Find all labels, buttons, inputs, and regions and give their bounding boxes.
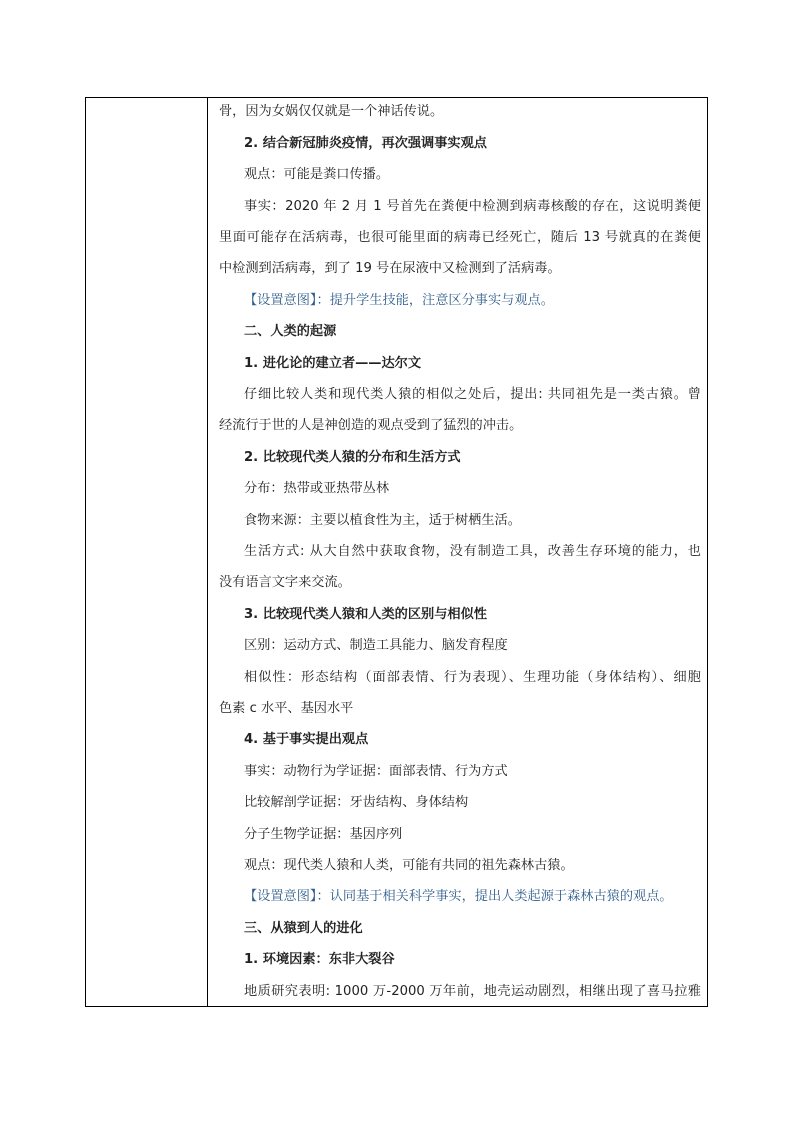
- design-intent-label: 【设置意图】: [244, 293, 317, 308]
- subheading: 1. 环境因素：东非大裂谷: [244, 952, 395, 967]
- subheading: 4. 基于事实提出观点: [244, 732, 369, 747]
- section-heading: 二、人类的起源: [244, 324, 337, 339]
- subheading: 2. 结合新冠肺炎疫情，再次强调事实观点: [244, 136, 487, 151]
- text-line: 观点：可能是粪口传播。: [244, 167, 390, 182]
- design-intent-line: [244, 291, 701, 311]
- subheading: 1. 进化论的建立者——达尔文: [244, 356, 422, 371]
- subheading: 3. 比较现代类人猿和人类的区别与相似性: [244, 607, 487, 622]
- text-line: 生活方式: 从大自然中获取食物，没有制造工具，改善生存环境的能力，也: [244, 544, 701, 559]
- text-line: 地质研究表明: 1000 万-2000 万年前，地壳运动剧烈，相继出现了喜马拉雅: [244, 984, 701, 999]
- table-left-column: [86, 98, 208, 1006]
- text-line: 骨，因为女娲仅仅就是一个神话传说。: [219, 104, 444, 119]
- text-line: 仔细比较人类和现代类人猿的相似之处后，提出: 共同祖先是一类古猿。曾: [244, 387, 701, 402]
- design-intent-text: ：提升学生技能，注意区分事实与观点。: [316, 293, 554, 308]
- design-intent-label: 【设置意图】: [244, 889, 317, 904]
- text-line: 事实：动物行为学证据：面部表情、行为方式: [244, 764, 508, 779]
- text-line: 区别：运动方式、制造工具能力、脑发育程度: [244, 638, 508, 653]
- text-line: 观点：现代类人猿和人类，可能有共同的祖先森林古猿。: [244, 858, 574, 873]
- text-line: 色素 c 水平、基因水平: [219, 701, 354, 716]
- text-line: 分子生物学证据：基因序列: [244, 827, 403, 842]
- text-line: 相似性：形态结构（面部表情、行为表现）、生理功能（身体结构）、细胞: [244, 670, 701, 685]
- text-line: 比较解剖学证据：牙齿结构、身体结构: [244, 795, 469, 810]
- text-line: 分布：热带或亚热带丛林: [244, 481, 390, 496]
- text-line: 食物来源：主要以植食性为主，适于树栖生活。: [244, 513, 521, 528]
- text-line: 没有语言文字来交流。: [219, 575, 351, 590]
- text-line: 中检测到活病毒，到了 19 号在尿液中又检测到了活病毒。: [219, 261, 561, 276]
- lesson-table: [85, 97, 708, 1007]
- subheading: 2. 比较现代类人猿的分布和生活方式: [244, 450, 461, 465]
- design-intent-text: ：认同基于相关科学事实，提出人类起源于森林古猿的观点。: [316, 889, 673, 904]
- table-content-column: [208, 98, 707, 1006]
- text-line: 经流行于世的人是神创造的观点受到了猛烈的冲击。: [219, 418, 523, 433]
- text-line: 里面可能存在活病毒，也很可能里面的病毒已经死亡，随后 13 号就真的在粪便: [219, 230, 701, 245]
- design-intent-line: [244, 887, 701, 907]
- text-line: 事实：2020 年 2 月 1 号首先在粪便中检测到病毒核酸的存在，这说明粪便: [244, 199, 701, 214]
- section-heading: 三、从猿到人的进化: [244, 921, 363, 936]
